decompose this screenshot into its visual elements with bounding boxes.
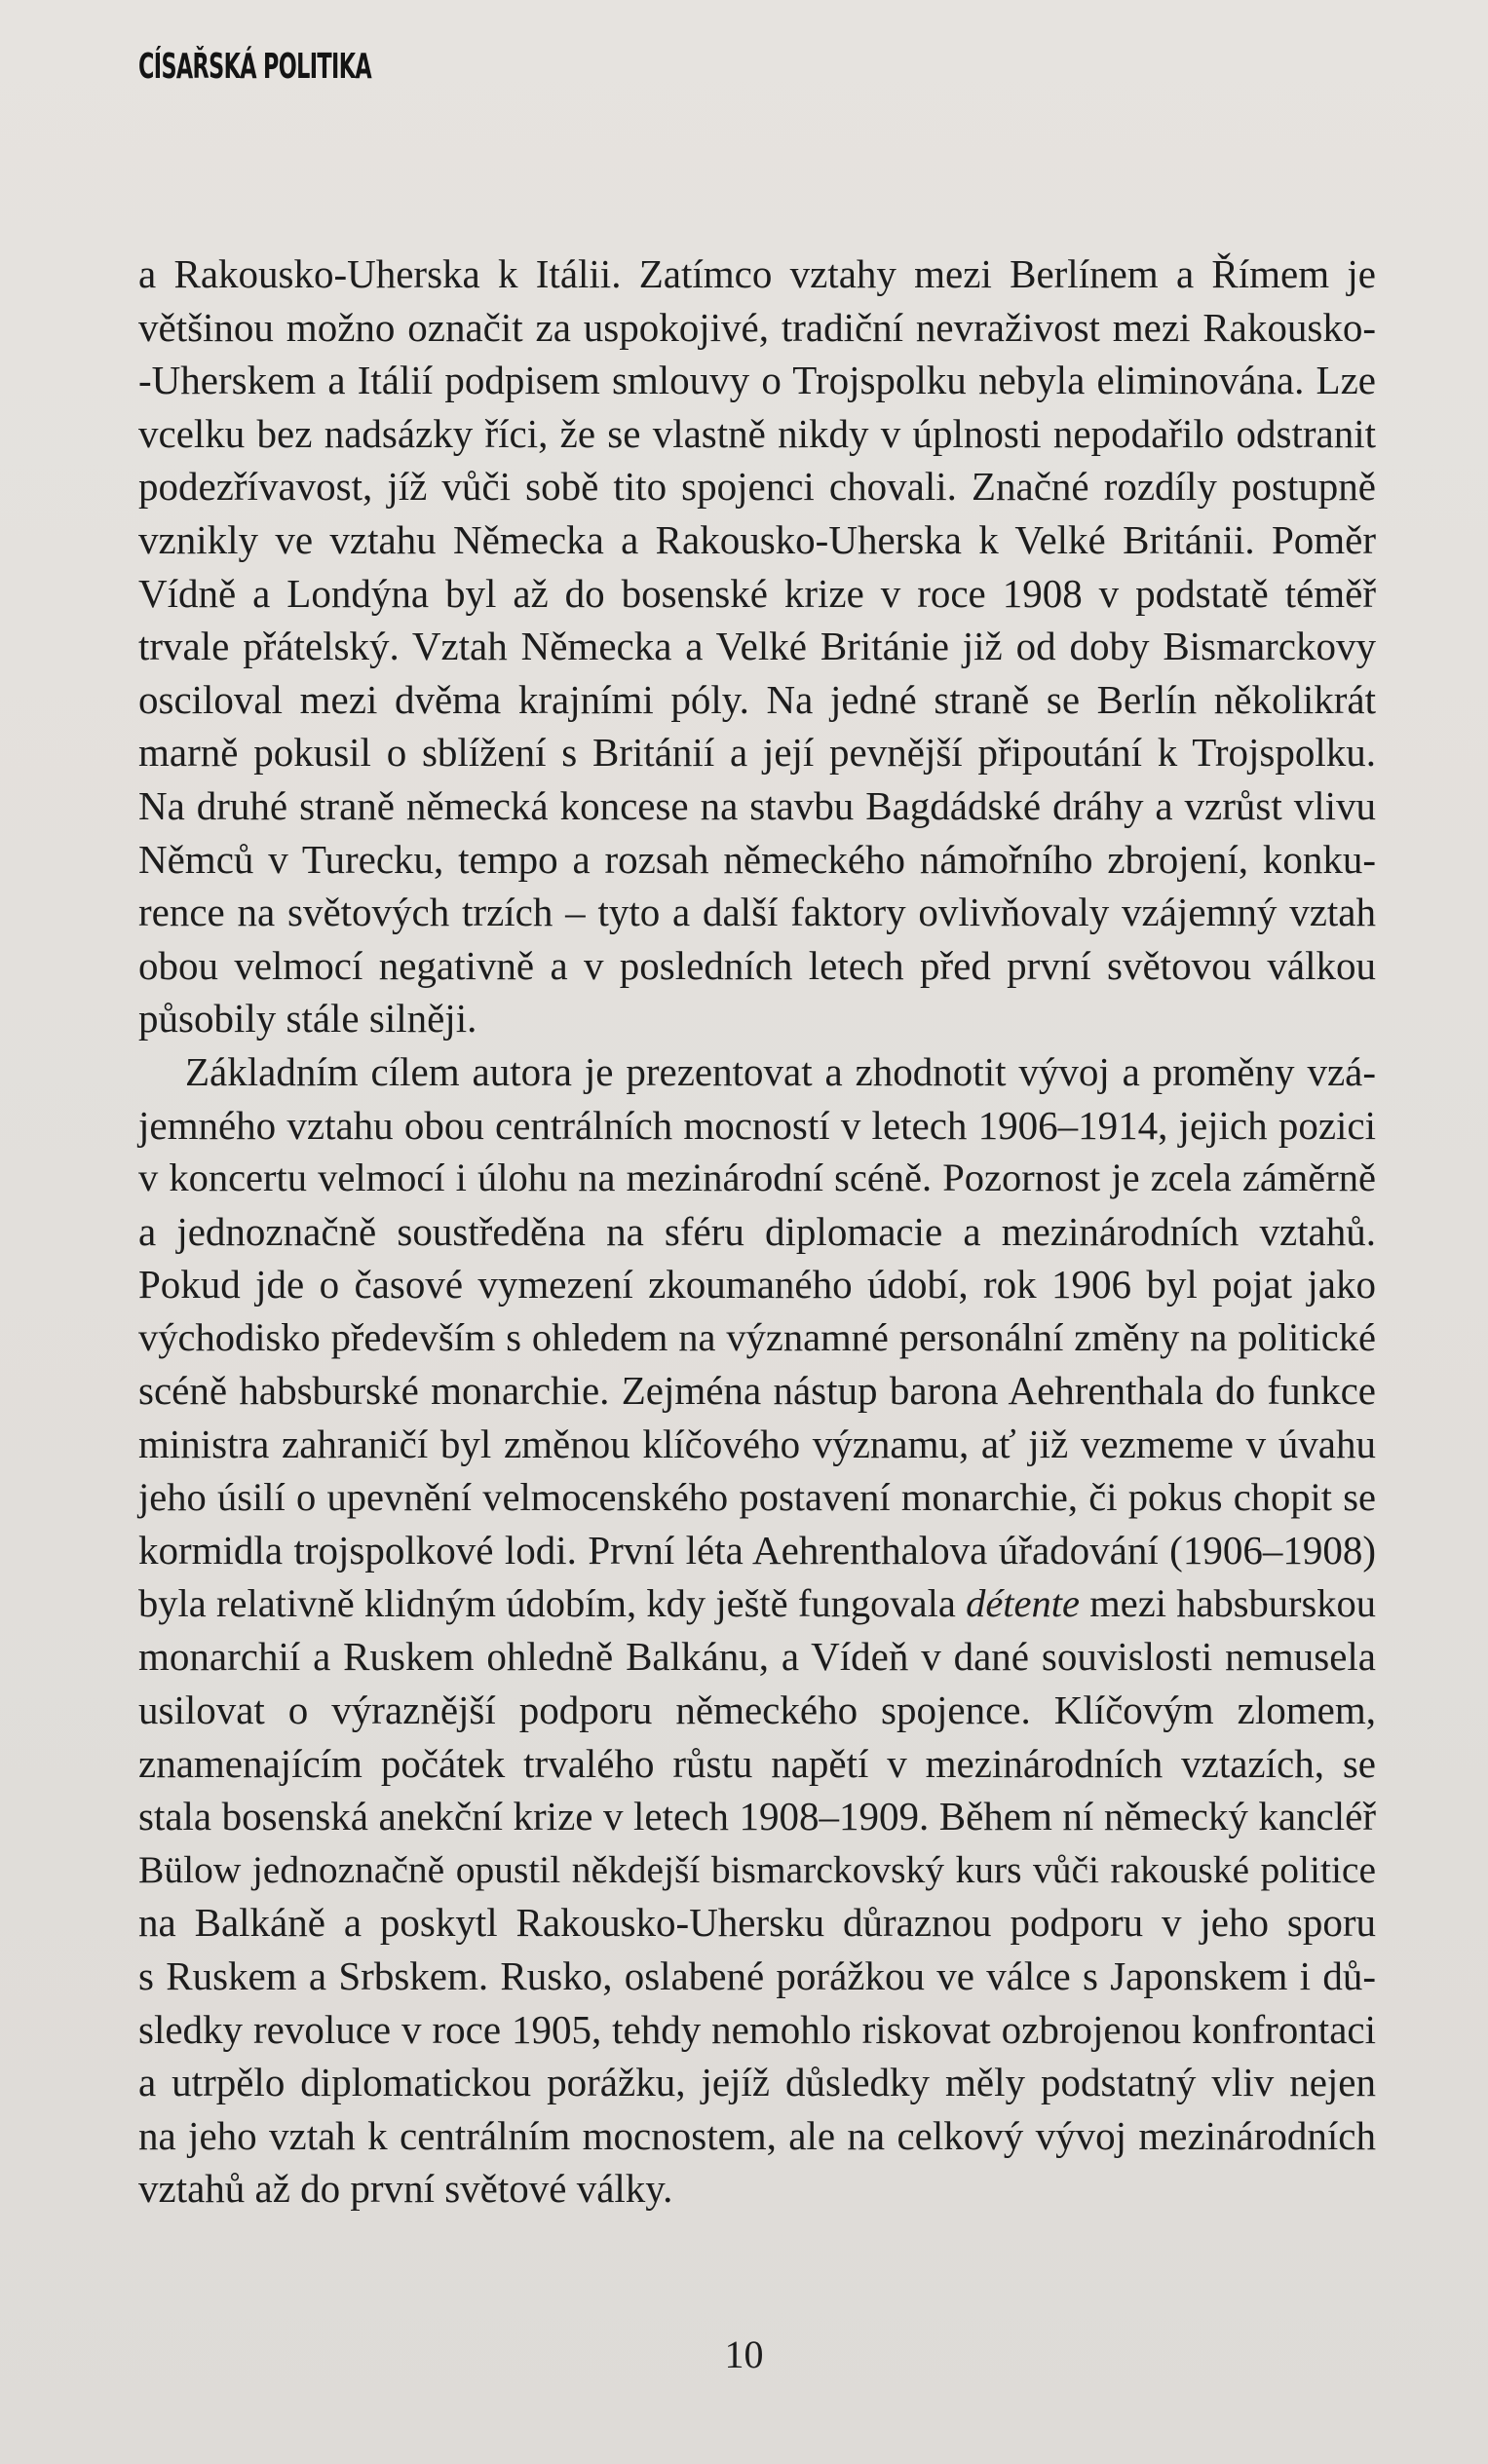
text-line: působily stále silněji.: [138, 996, 477, 1042]
text-line: monarchií a Ruskem ohledně Balkánu, a Vídeň v dané souvislosti nemusela: [138, 1634, 1376, 1680]
text-line: Bülow jednoznačně opustil někdejší bismarckovský kurs vůči rakouské politice: [138, 1847, 1376, 1891]
text-line: scéně habsburské monarchie. Zejména nástup barona Aehrenthala do funkce: [138, 1368, 1376, 1414]
text-line: Pokud jde o časové vymezení zkoumaného údobí, rok 1906 byl pojat jako: [138, 1262, 1376, 1308]
text-line: -Uherskem a Itálií podpisem smlouvy o Trojspolku nebyla eliminována. Lze: [138, 358, 1376, 403]
text-line: obou velmocí negativně a v posledních letech před první světovou válkou: [138, 942, 1376, 988]
text-line: osciloval mezi dvěma krajními póly. Na jedné straně se Berlín několikrát: [138, 676, 1376, 722]
body-text: [138, 247, 1376, 2216]
text-line: stala bosenská anekční krize v letech 1908–1909. Během ní německý kancléř: [138, 1794, 1376, 1839]
text-line: vznikly ve vztahu Německa a Rakousko-Uherska k Velké Británii. Poměr: [138, 516, 1376, 562]
text-line: znamenajícím počátek trvalého růstu napětí v mezinárodních vztazích, se: [138, 1740, 1376, 1786]
text-line: rence na světových trzích – tyto a další faktory ovlivňovaly vzájemný vztah: [138, 890, 1376, 935]
text-line: vcelku bez nadsázky říci, že se vlastně nikdy v úplnosti nepodařilo odstranit: [138, 410, 1376, 456]
text-line: na jeho vztah k centrálním mocnostem, ale na celkový vývoj mezinárodních: [138, 2112, 1376, 2158]
text-line: Němců v Turecku, tempo a rozsah německého námořního zbrojení, konku-: [138, 836, 1376, 882]
text-line: na Balkáně a poskytl Rakousko-Uhersku důraznou podporu v jeho sporu: [138, 1900, 1376, 1946]
text-line: marně pokusil o sblížení s Británií a její pevnější připoutání k Trojspolku.: [138, 730, 1376, 776]
text-line: trvale přátelský. Vztah Německa a Velké Británie již od doby Bismarckovy: [138, 624, 1376, 669]
text-run: byla relativně klidným údobím, kdy ještě fungovala: [138, 1580, 967, 1625]
text-line: Vídně a Londýna byl až do bosenské krize v roce 1908 v podstatě téměř: [138, 570, 1376, 616]
page-number: 10: [724, 2332, 764, 2376]
text-line: sledky revoluce v roce 1905, tehdy nemohlo riskovat ozbrojenou konfrontaci: [138, 2006, 1376, 2052]
text-line: usilovat o výraznější podporu německého spojence. Klíčovým zlomem,: [138, 1687, 1376, 1733]
text-line: podezřívavost, jíž vůči sobě tito spojenci chovali. Značné rozdíly postupně: [138, 464, 1376, 510]
text-line: a jednoznačně soustředěna na sféru diplomacie a mezinárodních vztahů.: [138, 1208, 1376, 1254]
text-line: s Ruskem a Srbskem. Rusko, oslabené porážkou ve válce s Japonskem i dů-: [138, 1953, 1376, 1998]
text-line: a Rakousko-Uherska k Itálii. Zatímco vztahy mezi Berlínem a Římem je: [138, 251, 1376, 296]
text-run: mezi habsburskou: [1080, 1580, 1376, 1625]
text-line: v koncertu velmocí i úlohu na mezinárodní scéně. Pozornost je zcela záměrně: [138, 1156, 1376, 1200]
text-line: jemného vztahu obou centrálních mocností v letech 1906–1914, jejich pozici: [138, 1102, 1376, 1148]
text-line: kormidla trojspolkové lodi. První léta Aehrenthalova úřadování (1906–1908): [138, 1528, 1376, 1573]
text-line: ministra zahraničí byl změnou klíčového významu, ať již vezmeme v úvahu: [138, 1422, 1376, 1467]
paragraph-2: [138, 1045, 1376, 2216]
text-line: Základním cílem autora je prezentovat a zhodnotit vývoj a proměny vzá-: [185, 1048, 1376, 1094]
running-head: CÍSAŘSKÁ POLITIKA: [138, 47, 372, 87]
text-line: Na druhé straně německá koncese na stavbu Bagdádské dráhy a vzrůst vlivu: [138, 782, 1376, 828]
text-line: vztahů až do první světové války.: [138, 2166, 673, 2212]
text-line: jeho úsilí o upevnění velmocenského postavení monarchie, či pokus chopit se: [138, 1474, 1376, 1519]
italic-term: détente: [966, 1580, 1081, 1625]
text-line-with-italic: [138, 1577, 1376, 1631]
text-line: a utrpělo diplomatickou porážku, jejíž důsledky měly podstatný vliv nejen: [138, 2060, 1376, 2105]
text-line: většinou možno označit za uspokojivé, tradiční nevraživost mezi Rakousko-: [138, 304, 1376, 350]
paragraph-1: [138, 247, 1376, 1045]
text-line: východisko především s ohledem na významné personální změny na politické: [138, 1314, 1376, 1359]
